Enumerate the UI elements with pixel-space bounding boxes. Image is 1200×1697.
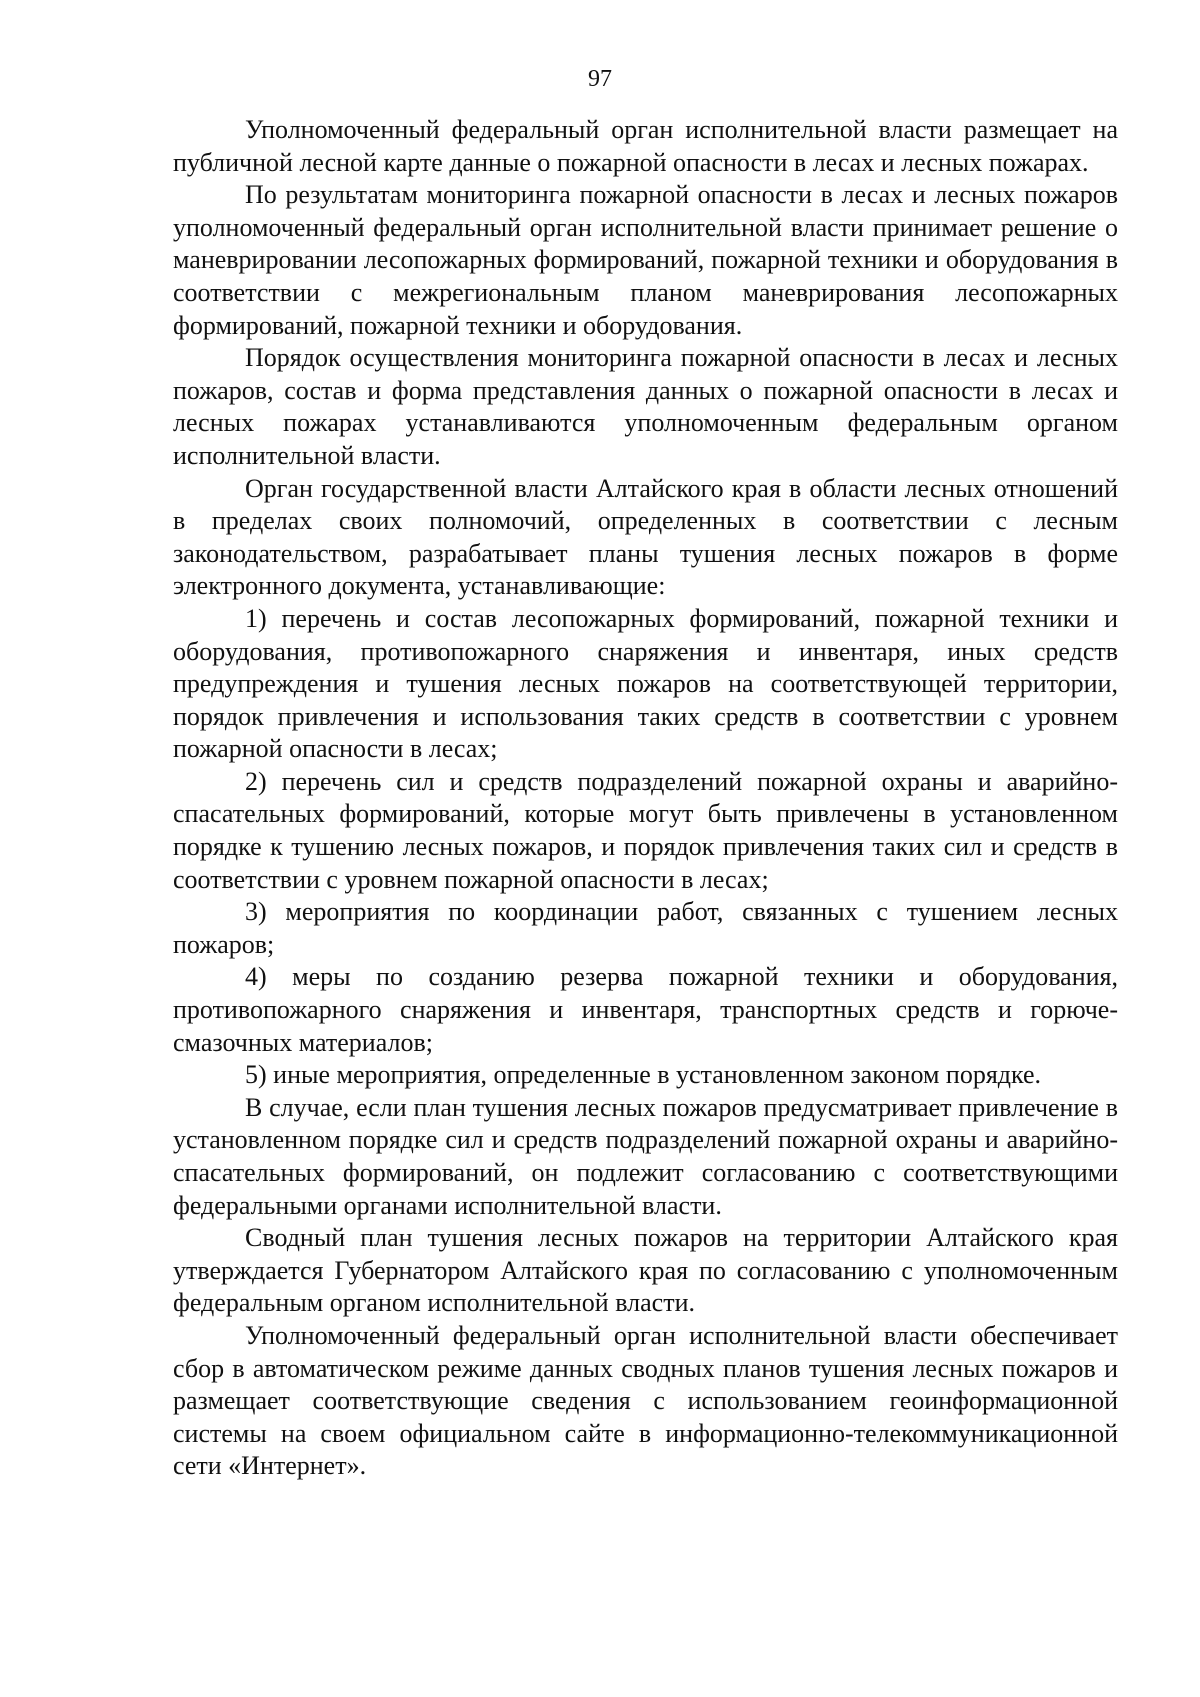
list-item-2: 2) перечень сил и средств подразделений пожарной охраны и аварийно-спасательных формирований, которые могут быть привлечены в установленном порядке к тушению лесных пожаров, и порядок привлечения таких сил и средств в соответствии с уровнем пожарной опасности в лесах;	[173, 766, 1118, 894]
list-item-5: 5) иные мероприятия, определенные в установленном законом порядке.	[245, 1060, 1042, 1090]
paragraph-2: По результатам мониторинга пожарной опасности в лесах и лесных пожаров уполномоченный федеральный орган исполнительной власти принимает решение о маневрировании лесопожарных формирований, пожарной техники и оборудования в соответствии с межрегиональным планом маневрирования лесопожарных формирований, пожарной техники и оборудования.	[173, 180, 1118, 340]
paragraph-4: Орган государственной власти Алтайского края в области лесных отношений в пределах своих полномочий, определенных в соответствии с лесным законодательством, разрабатывает планы тушения лесных пожаров в форме электронного документа, устанавливающие:	[173, 473, 1118, 601]
paragraph-6: Сводный план тушения лесных пожаров на территории Алтайского края утверждается Губернатором Алтайского края по согласованию с уполномоченным федеральным органом исполнительной власти.	[173, 1223, 1118, 1318]
paragraph-5: В случае, если план тушения лесных пожаров предусматривает привлечение в установленном порядке сил и средств подразделений пожарной охраны и аварийно-спасательных формирований, он подлежит согласованию с соответствующими федеральными органами исполнительной власти.	[173, 1092, 1118, 1220]
list-item-4: 4) меры по созданию резерва пожарной техники и оборудования, противопожарного снаряжения и инвентаря, транспортных средств и горюче-смазочных материалов;	[173, 962, 1118, 1057]
list-item-3: 3) мероприятия по координации работ, связанных с тушением лесных пожаров;	[173, 897, 1118, 959]
page-number: 97	[588, 66, 612, 92]
document-body	[173, 114, 1118, 1483]
paragraph-3: Порядок осуществления мониторинга пожарной опасности в лесах и лесных пожаров, состав и форма представления данных о пожарной опасности в лесах и лесных пожарах устанавливаются уполномоченным федеральным органом исполнительной власти.	[173, 343, 1118, 470]
paragraph-7: Уполномоченный федеральный орган исполнительной власти обеспечивает сбор в автоматическом режиме данных сводных планов тушения лесных пожаров и размещает соответствующие сведения с использованием геоинформационной системы на своем официальном сайте в информационно-телекоммуникационной сети «Интернет».	[173, 1320, 1118, 1481]
paragraph-1: Уполномоченный федеральный орган исполнительной власти размещает на публичной лесной карте данные о пожарной опасности в лесах и лесных пожарах.	[173, 115, 1118, 177]
list-item-1: 1) перечень и состав лесопожарных формирований, пожарной техники и оборудования, противопожарного снаряжения и инвентаря, иных средств предупреждения и тушения лесных пожаров на соответствующей территории, порядок привлечения и использования таких средств в соответствии с уровнем пожарной опасности в лесах;	[173, 603, 1118, 764]
